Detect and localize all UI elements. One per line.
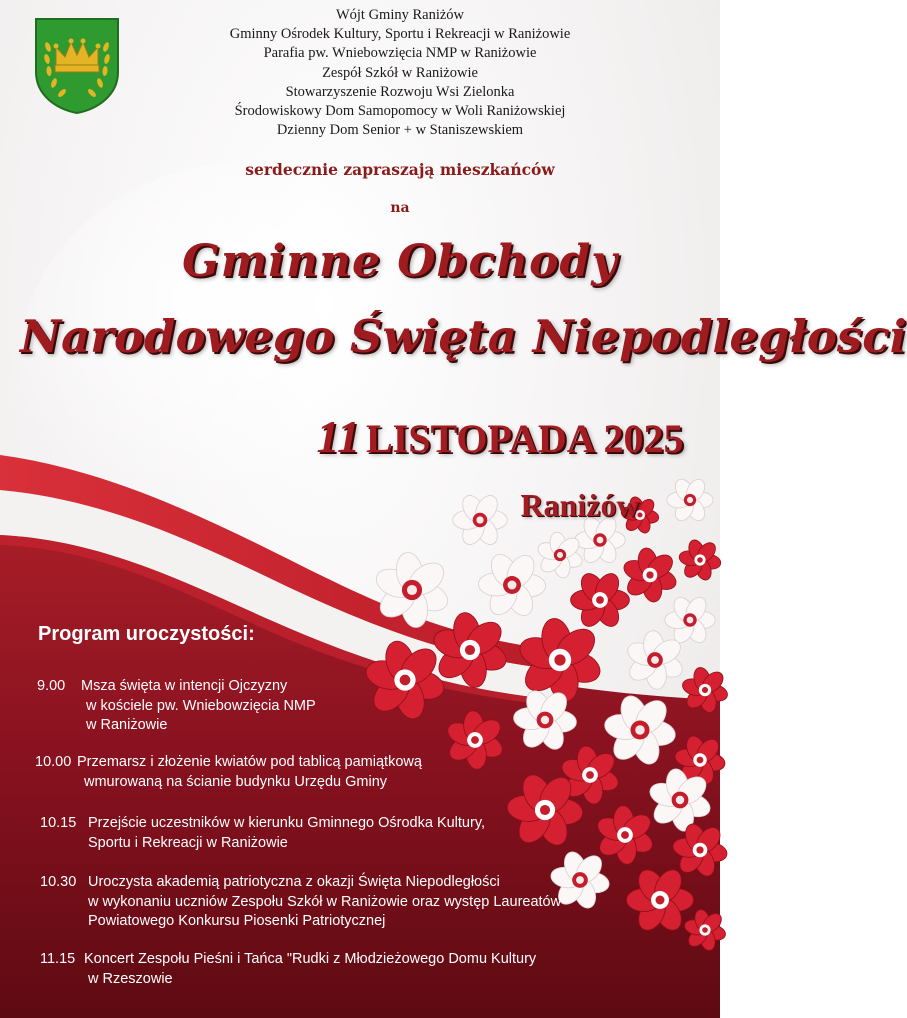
program-item-time: 10.30 bbox=[40, 874, 77, 890]
paper-flower bbox=[678, 538, 722, 582]
event-date-day: 11 bbox=[316, 411, 360, 462]
invitation-na: na bbox=[390, 200, 410, 216]
organizer-line: Środowiskowy Dom Samopomocy w Woli Raniżowskiej bbox=[234, 103, 566, 120]
organizer-line: Gminny Ośrodek Kultury, Sportu i Rekreacji w Raniżowie bbox=[229, 26, 571, 43]
program-item-time: 10.00 bbox=[35, 754, 72, 770]
organizers-list bbox=[150, 6, 650, 140]
invitation-text: serdecznie zapraszają mieszkańców bbox=[245, 160, 555, 179]
program-item-line: Przejście uczestników w kierunku Gminnego Ośrodka Kultury, bbox=[88, 815, 486, 831]
program-title: Program uroczystości: bbox=[38, 623, 255, 645]
paper-flower bbox=[667, 476, 713, 524]
event-title-line2: Narodowego Święta Niepodległości bbox=[20, 310, 907, 363]
coat-of-arms-icon bbox=[34, 17, 120, 115]
organizer-line: Zespół Szkół w Raniżowie bbox=[322, 64, 478, 81]
paper-flower bbox=[478, 550, 546, 620]
paper-flower bbox=[363, 638, 447, 722]
program-item-line: Sportu i Rekreacji w Raniżowie bbox=[88, 834, 288, 851]
event-place: Raniżów bbox=[520, 487, 640, 523]
program-item bbox=[40, 814, 540, 854]
program-item-line: Przemarsz i złożenie kwiatów pod tablicą pamiątkową bbox=[77, 754, 422, 770]
paper-flower bbox=[372, 551, 452, 629]
paper-flower bbox=[683, 908, 727, 952]
program-item-line: Powiatowego Konkursu Piosenki Patriotycznej bbox=[88, 913, 386, 929]
paper-flower bbox=[571, 569, 630, 630]
paper-flower bbox=[621, 546, 679, 603]
organizer-line: Parafia pw. Wniebowzięcia NMP w Raniżowie bbox=[263, 45, 537, 62]
paper-flower bbox=[665, 594, 715, 646]
program-item-line: Msza święta w intencji Ojczyzny bbox=[81, 678, 288, 694]
program-item-line: w kościele pw. Wniebowzięcia NMP bbox=[86, 697, 316, 714]
event-date bbox=[300, 410, 700, 463]
program-item bbox=[40, 873, 640, 933]
program-item-line: wmurowaną na ścianie budynku Urzędu Gminy bbox=[84, 773, 388, 790]
program-item-line: w Raniżowie bbox=[86, 717, 168, 733]
event-title-line1: Gminne Obchody bbox=[182, 236, 618, 287]
organizer-line: Dzienny Dom Senior + w Staniszewskiem bbox=[276, 122, 524, 139]
organizer-line: Stowarzyszenie Rozwoju Wsi Zielonka bbox=[285, 83, 515, 100]
paper-flower bbox=[516, 616, 605, 704]
program-item bbox=[35, 753, 525, 793]
program-item-time: 10.15 bbox=[40, 815, 77, 831]
program-item bbox=[40, 950, 640, 990]
paper-flower bbox=[430, 611, 510, 690]
paper-flower bbox=[603, 692, 678, 767]
program-item-line: w wykonaniu uczniów Zespołu Szkół w Raniżowie oraz występ Laureatów bbox=[88, 893, 562, 910]
program-item-line: Uroczysta akademią patriotyczna z okazji Święta Niepodległości bbox=[88, 874, 500, 890]
event-date-month-year: LISTOPADA 2025 bbox=[365, 416, 684, 461]
program-item bbox=[37, 677, 367, 737]
program-item-time: 11.15 bbox=[40, 951, 76, 967]
organizer-line: Wójt Gminy Raniżów bbox=[335, 7, 465, 23]
paper-flower bbox=[681, 666, 730, 715]
program-item-line: Koncert Zespołu Pieśni i Tańca "Rudki z Młodzieżowego Domu Kultury bbox=[84, 951, 537, 967]
program-item-time: 9.00 bbox=[37, 678, 66, 694]
paper-flower bbox=[594, 805, 656, 865]
program-item-line: w Rzeszowie bbox=[88, 970, 173, 987]
